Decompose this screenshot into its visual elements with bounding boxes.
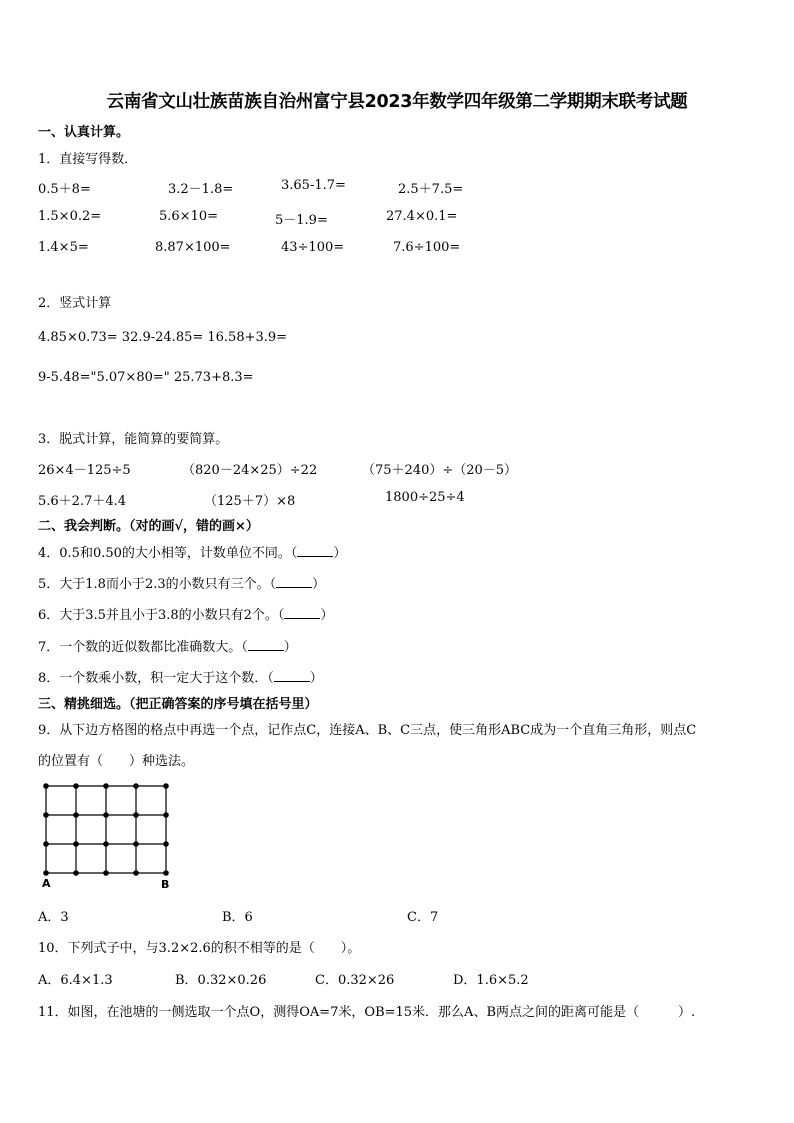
judge-item-close: ）	[320, 608, 334, 623]
q1-expr: 3.2－1.8=	[168, 182, 234, 197]
answer-blank[interactable]	[284, 606, 320, 619]
q1-expr: 43÷100=	[281, 240, 345, 255]
q1-expr: 7.6÷100=	[393, 240, 461, 255]
judge-item-text: 5．大于1.8而小于2.3的小数只有三个。（	[38, 577, 277, 592]
q2-line-2: 9-5.48="5.07×80=" 25.73+8.3=	[38, 370, 254, 385]
judge-item-6	[38, 604, 333, 623]
q10-option-c[interactable]: C．0.32×26	[315, 973, 395, 988]
q3-expr: 1800÷25÷4	[385, 490, 465, 505]
q3-expr: （75＋240）÷（20－5）	[362, 463, 518, 478]
q3-expr: （125＋7）×8	[204, 494, 296, 509]
judge-item-7	[38, 636, 297, 655]
q2-line-1: 4.85×0.73= 32.9-24.85= 16.58+3.9=	[38, 330, 288, 345]
q1-expr: 2.5＋7.5=	[398, 182, 464, 197]
q3-expr: （820－24×25）÷22	[182, 463, 318, 478]
q1-expr: 27.4×0.1=	[386, 209, 458, 224]
q9-line-2: 的位置有（ ）种选法。	[38, 754, 195, 769]
answer-blank[interactable]	[276, 575, 312, 588]
q1-label: 1．直接写得数．	[38, 152, 138, 167]
q10-option-b[interactable]: B．0.32×0.26	[175, 973, 267, 988]
answer-blank[interactable]	[248, 638, 284, 651]
grid-figure	[36, 778, 186, 892]
grid-lines	[46, 786, 166, 873]
q1-expr: 0.5＋8=	[38, 182, 91, 197]
q10-option-d[interactable]: D．1.6×5.2	[453, 973, 529, 988]
page-title: 云南省文山壮族苗族自治州富宁县2023年数学四年级第二学期期末联考试题	[106, 92, 688, 112]
q10-option-a[interactable]: A．6.4×1.3	[38, 973, 113, 988]
q1-expr: 1.5×0.2=	[38, 209, 102, 224]
q9-line-1: 9．从下边方格图的格点中再选一个点，记作点C，连接A、B、C三点，使三角形ABC成为一个直角三角形，则点C	[38, 723, 697, 738]
judge-item-close: ）	[333, 546, 347, 561]
judge-item-close: ）	[309, 671, 323, 686]
q1-expr: 8.87×100=	[155, 240, 231, 255]
q2-label: 2．竖式计算	[38, 296, 112, 311]
judge-item-text: 4．0.5和0.50的大小相等，计数单位不同。（	[38, 546, 298, 561]
judge-item-text: 7．一个数的近似数都比准确数大。（	[38, 640, 248, 655]
answer-blank[interactable]	[297, 544, 333, 557]
q9-option-c[interactable]: C．7	[407, 910, 439, 925]
q3-label: 3．脱式计算，能简算的要简算。	[38, 432, 229, 447]
judge-item-8	[38, 667, 323, 686]
judge-item-4	[38, 542, 346, 561]
q1-expr: 1.4×5=	[38, 240, 89, 255]
judge-item-text: 8．一个数乘小数，积一定大于这个数．（	[38, 671, 274, 686]
q9-option-a[interactable]: A．3	[38, 910, 69, 925]
judge-item-text: 6．大于3.5并且小于3.8的小数只有2个。（	[38, 608, 285, 623]
section-1-heading: 一、认真计算。	[38, 125, 130, 140]
q1-expr: 3.65-1.7=	[281, 178, 346, 193]
q9-option-b[interactable]: B．6	[222, 910, 253, 925]
q3-expr: 5.6＋2.7＋4.4	[38, 494, 127, 509]
judge-item-close: ）	[312, 577, 326, 592]
q1-expr: 5.6×10=	[159, 209, 219, 224]
section-3-heading: 三、精挑细选。（把正确答案的序号填在括号里）	[38, 697, 318, 712]
judge-item-5	[38, 573, 325, 592]
q10-text: 10．下列式子中，与3.2×2.6的积不相等的是（ ）。	[38, 941, 361, 956]
q11-text: 11．如图，在池塘的一侧选取一个点O，测得OA=7米，OB=15米．那么A、B两点之间的距离可能是（ ）.	[38, 1005, 696, 1020]
q3-expr: 26×4－125÷5	[38, 463, 131, 478]
point-a-label: A	[42, 877, 51, 890]
q1-expr: 5－1.9=	[275, 213, 328, 228]
answer-blank[interactable]	[274, 669, 310, 682]
section-2-heading: 二、我会判断。（对的画√，错的画×）	[38, 519, 259, 534]
point-b-label: B	[161, 878, 170, 891]
judge-item-close: ）	[283, 640, 297, 655]
